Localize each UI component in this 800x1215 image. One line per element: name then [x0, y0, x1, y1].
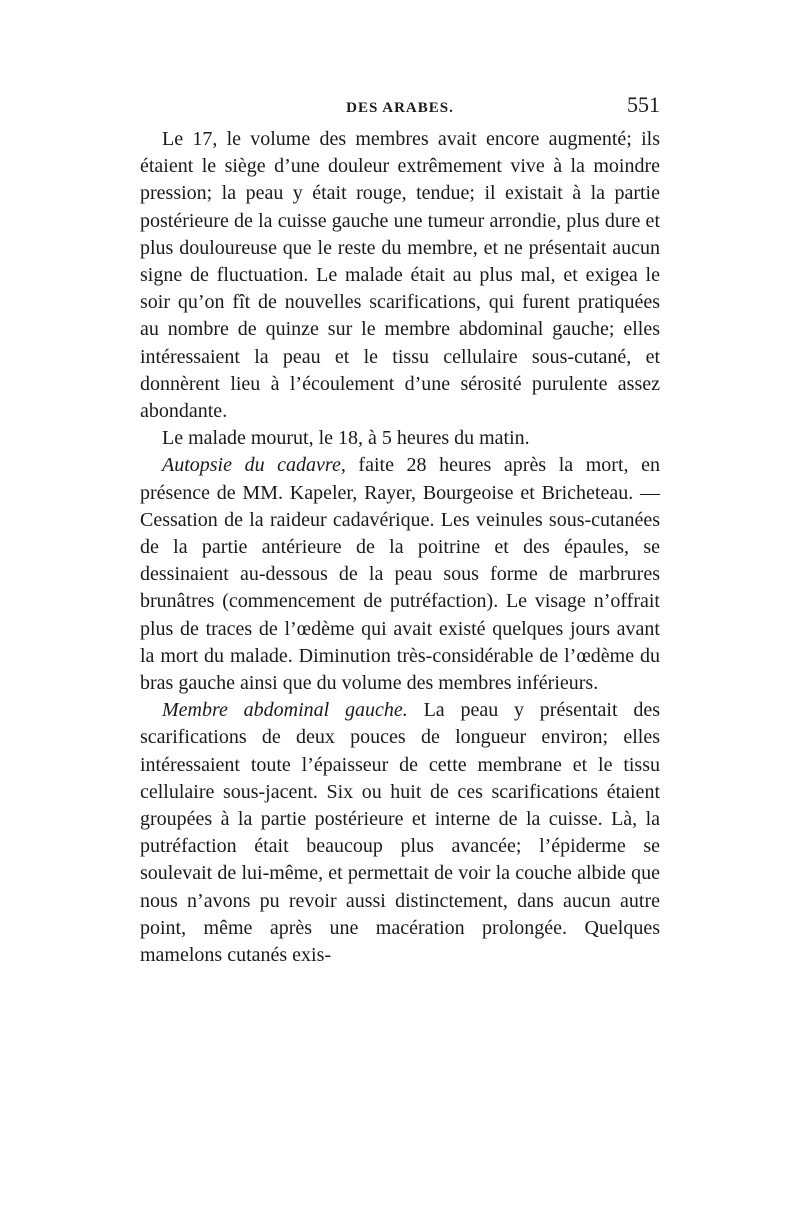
body-text — [140, 126, 660, 969]
left-leg-heading: Membre abdominal gauche. — [162, 699, 408, 722]
running-title: DES ARABES. — [346, 100, 454, 116]
running-header — [140, 92, 660, 122]
autopsy-heading: Autopsie du cadavre — [162, 454, 341, 477]
paragraph-2: Le malade mourut, le 18, à 5 heures du matin. — [162, 427, 530, 450]
paragraph-3 — [140, 452, 660, 697]
paragraph-1: Le 17, le volume des membres avait encore augmenté; ils étaient le siège d’une douleur extrêmement vive à la moindre pression; la peau y était rouge, tendue; il existait à la partie postérieure de la cuisse gauche une tumeur arrondie, plus dure et plus douloureuse que le reste du membre, et ne présentait aucun signe de fluctuation. Le malade était au plus mal, et exigea le soir qu’on fît de nouvelles scarifications, qui furent pratiquées au nombre de quinze sur le membre abdominal gauche; elles intéressaient la peau et le tissu cellulaire sous-cutané, et donnèrent lieu à l’écoulement d’une sérosité purulente assez abondante. — [140, 128, 660, 423]
paragraph-4 — [140, 697, 660, 969]
paragraph-4-text: La peau y présentait des scarifications de deux pouces de longueur environ; elles intéressaient toute l’épaisseur de cette membrane et le tissu cellulaire sous-jacent. Six ou huit de ces scarifications étaient groupées à la partie postérieure et interne de la cuisse. Là, la putréfaction était beaucoup plus avancée; l’épiderme se soulevait de lui-même, et permettait de voir la couche albide que nous n’avons pu revoir aussi distinctement, dans aucun autre point, même après une macération prolongée. Quelques mamelons cutanés exis- — [140, 699, 660, 967]
paragraph-3-text: , faite 28 heures après la mort, en présence de MM. Kapeler, Rayer, Bourgeoise et Bricheteau. — Cessation de la raideur cadavérique. Les veinules sous-cutanées de la partie antérieure de la poitrine et des épaules, se dessinaient au-dessous de la peau sous forme de marbrures brunâtres (commencement de putréfaction). Le visage n’offrait plus de traces de l’œdème qui avait existé quelques jours avant la mort du malade. Diminution très-considérable de l’œdème du bras gauche ainsi que du volume des membres inférieurs. — [140, 454, 660, 695]
page-number: 551 — [627, 92, 660, 117]
